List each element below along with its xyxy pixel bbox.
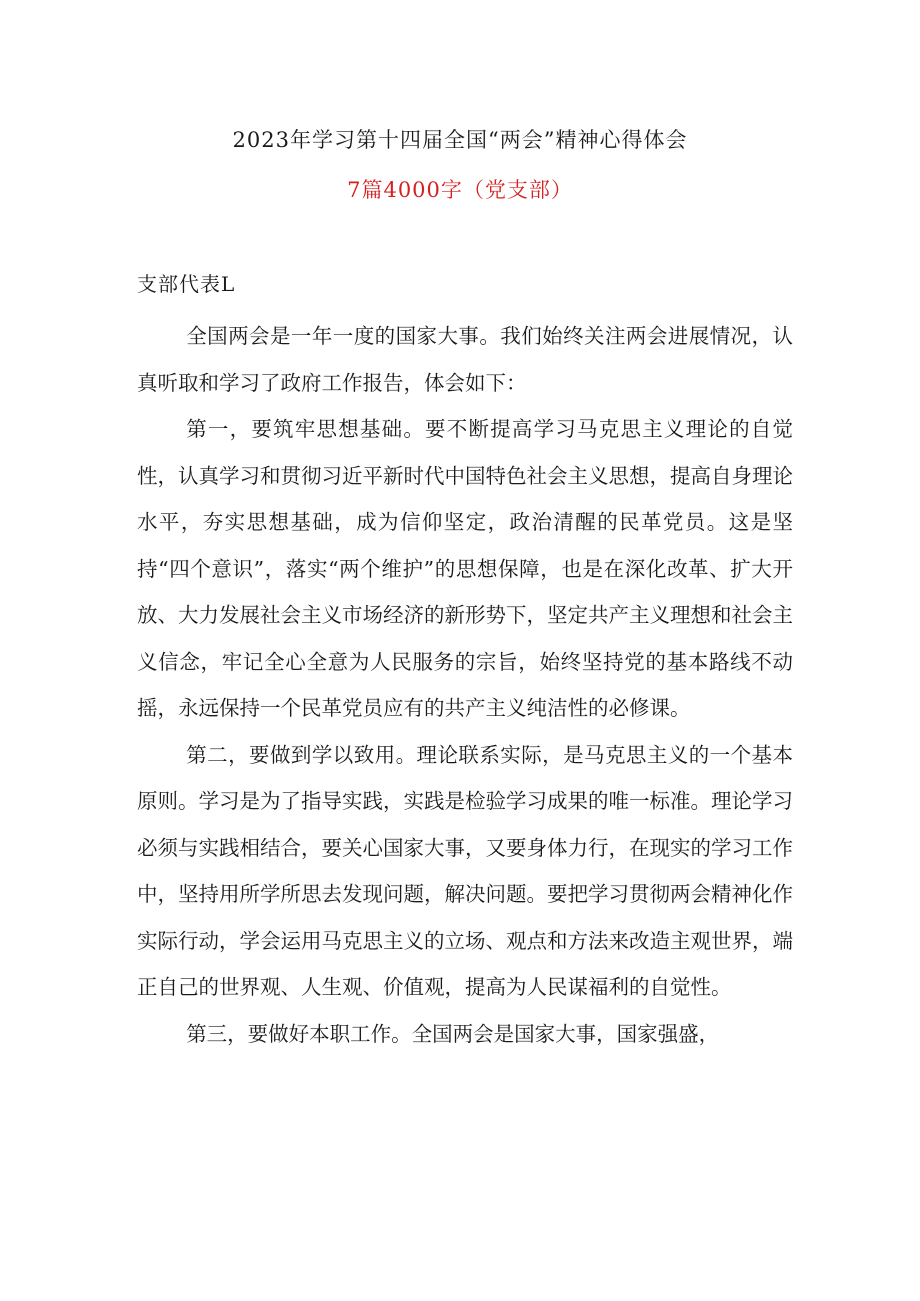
paragraph: 第二，要做到学以致用。理论联系实际，是马克思主义的一个基本原则。学习是为了指导实践，实践是检验学习成果的唯一标准。理论学习必须与实践相结合，要关心国家大事，又要身体力行，在现实的学习工作中，坚持用所学所思去发现问题，解决问题。要把学习贯彻两会精神化作实际行动，学会运用马克思主义的立场、观点和方法来改造主观世界，端正自己的世界观、人生观、价值观，提高为人民谋福利的自觉性。 <box>137 742 793 999</box>
document-body <box>137 313 793 1057</box>
paragraph: 全国两会是一年一度的国家大事。我们始终关注两会进展情况，认真听取和学习了政府工作报告，体会如下： <box>137 324 793 395</box>
paragraph: 第一，要筑牢思想基础。要不断提高学习马克思主义理论的自觉性，认真学习和贯彻习近平新时代中国特色社会主义思想，提高自身理论水平，夯实思想基础，成为信仰坚定，政治清醒的民革党员。这是坚持“四个意识”，落实“两个维护”的思想保障，也是在深化改革、扩大开放、大力发展社会主义市场经济的新形势下，坚定共产主义理想和社会主义信念，牢记全心全意为人民服务的宗旨，始终坚持党的基本路线不动摇，永远保持一个民革党员应有的共产主义纯洁性的必修课。 <box>137 417 793 720</box>
document-title: 2023年学习第十四届全国“两会”精神心得体会 <box>232 128 688 152</box>
document-subtitle: 7篇4000字（党支部） <box>347 178 573 202</box>
paragraph: 第三，要做好本职工作。全国两会是国家大事，国家强盛， <box>186 1021 720 1046</box>
author-line: 支部代表L <box>137 272 236 296</box>
